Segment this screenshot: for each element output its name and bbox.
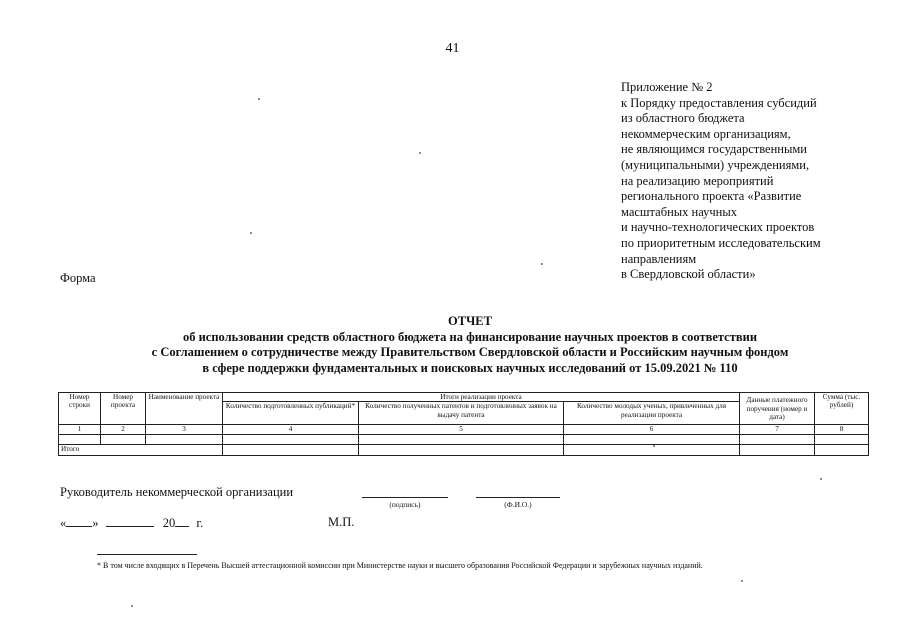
appendix-line: (муниципальными) учреждениями,: [621, 157, 810, 172]
appendix-line: в Свердловской области»: [621, 267, 756, 282]
header-project-name: Наименование проекта: [146, 393, 223, 425]
report-title: [40, 314, 900, 376]
appendix-line: и научно-технологических проектов: [621, 220, 815, 235]
header-young-scientists: Количество молодых ученых, привлеченных для реализации проекта: [564, 402, 740, 425]
scan-speck: [541, 263, 543, 265]
name-caption: (Ф.И.О.): [504, 500, 532, 509]
close-quote: »: [92, 516, 99, 530]
total-label: Итого: [59, 444, 223, 455]
report-title-line: с Соглашением о сотрудничестве между Правительством Свердловской области и Российским научным фондом: [151, 345, 789, 359]
report-table: [58, 392, 869, 456]
appendix-line: из областного бюджета: [621, 111, 745, 126]
scan-speck: [741, 580, 743, 582]
report-title-line: в сфере поддержки фундаментальных и поисковых научных исследований от 15.09.2021 № 110: [202, 360, 738, 375]
header-project-number: Номер проекта: [101, 393, 146, 425]
scan-speck: [258, 98, 260, 100]
header-row-number: Номер строки: [59, 393, 101, 425]
page-number: 41: [445, 41, 460, 56]
column-number: 6: [564, 425, 740, 434]
header-publications: Количество подготовленных публикаций*: [223, 402, 359, 425]
appendix-line: Приложение № 2: [621, 80, 713, 94]
open-quote: «: [60, 516, 67, 530]
year-suffix: г.: [196, 516, 204, 530]
name-line: [476, 497, 560, 498]
column-number: 2: [101, 425, 146, 434]
appendix-line: не являющимся государственными: [621, 142, 807, 157]
header-payment-data: Данные платежного поручения (номер и дата): [740, 393, 815, 425]
column-number: 3: [146, 425, 223, 434]
day-blank: [66, 515, 92, 527]
stamp-label: М.П.: [328, 515, 355, 529]
footnote: * В том числе входящих в Перечень Высшей аттестационной комиссии при Министерстве науки и высшего образования Российской Федерации и зарубежных научных изданий.: [97, 561, 703, 570]
column-number: 1: [59, 425, 101, 434]
appendix-line: некоммерческим организациям,: [621, 126, 791, 141]
scan-speck: [653, 445, 655, 447]
signature-line: [362, 497, 448, 498]
year-prefix: 20: [162, 516, 176, 530]
appendix-line: по приоритетным исследовательским: [621, 235, 821, 250]
column-number: 5: [359, 425, 564, 434]
scan-speck: [250, 232, 252, 234]
report-heading: ОТЧЕТ: [448, 314, 492, 328]
year-blank: [175, 515, 189, 527]
appendix-line: масштабных научных: [621, 204, 738, 219]
footnote-separator: [97, 554, 197, 555]
appendix-line: регионального проекта «Развитие: [621, 189, 802, 204]
appendix-line: к Порядку предоставления субсидий: [621, 95, 817, 110]
header-patents: Количество полученных патентов и подготовленных заявок на выдачу патента: [359, 402, 564, 425]
appendix-block: [621, 80, 881, 283]
scan-speck: [419, 152, 421, 154]
month-blank: [106, 515, 154, 527]
appendix-line: на реализацию мероприятий: [621, 173, 774, 188]
column-number: 8: [815, 425, 869, 434]
table-row: [59, 434, 869, 444]
total-row: [59, 444, 869, 455]
date-line: [60, 515, 203, 531]
scan-speck: [131, 605, 133, 607]
header-sum: Сумма (тыс. рублей): [815, 393, 869, 425]
column-number: 7: [740, 425, 815, 434]
signer-role: Руководитель некоммерческой организации: [60, 485, 294, 499]
header-results-group: Итоги реализации проекта: [223, 393, 740, 402]
form-label: Форма: [60, 271, 96, 285]
column-number: 4: [223, 425, 359, 434]
scan-speck: [820, 478, 822, 480]
appendix-line: направлениям: [621, 251, 697, 266]
report-title-line: об использовании средств областного бюджета на финансирование научных проектов в соответствии: [182, 329, 758, 344]
signature-caption: (подпись): [389, 500, 421, 509]
